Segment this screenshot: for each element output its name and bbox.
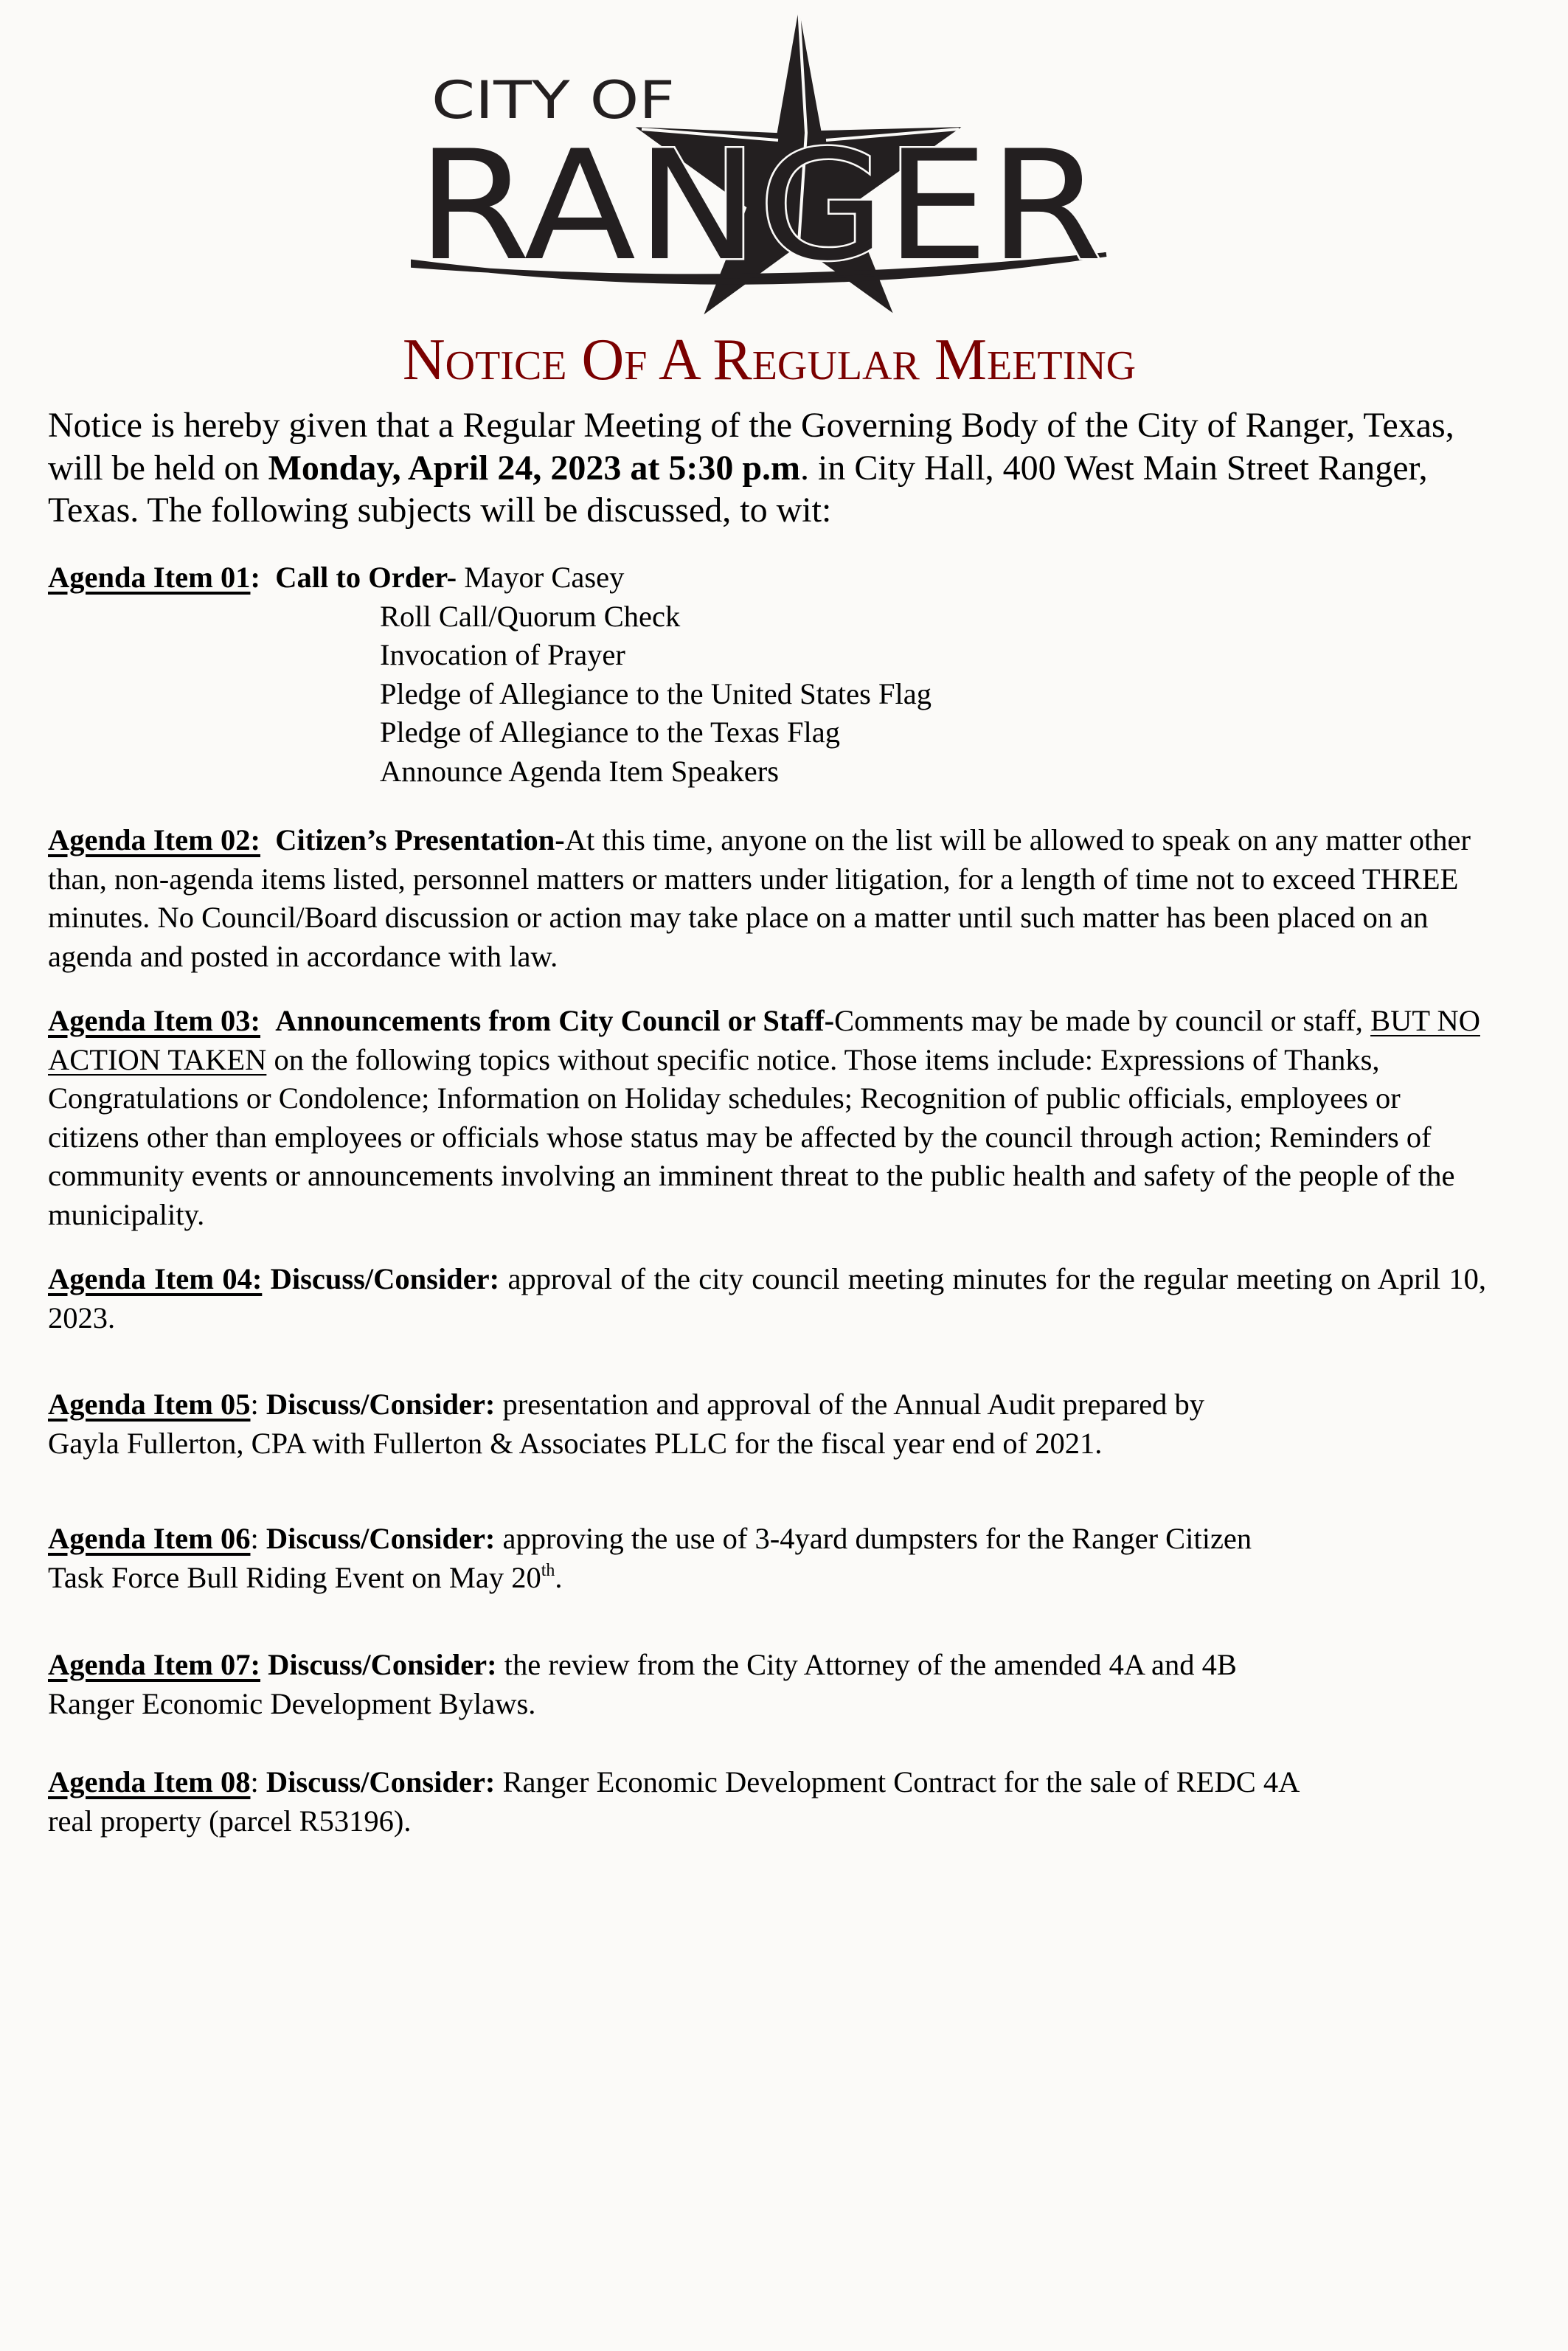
agenda-item-01-heading xyxy=(48,558,1486,598)
agenda-item-sep: : xyxy=(250,1765,266,1798)
agenda-item-07 xyxy=(48,1646,1486,1723)
logo-city-of: CITY OF xyxy=(431,70,675,131)
agenda-item-text-line2: Ranger Economic Development Bylaws. xyxy=(48,1686,536,1720)
agenda-item-text: Mayor Casey xyxy=(457,561,625,594)
intro-text: Notice is hereby given that a Regular Meeting of the Governing Body of the City of Ranger, Texas, will be held on xyxy=(48,406,1454,488)
agenda-item-06 xyxy=(48,1520,1486,1597)
agenda-item-heading: Citizen’s Presentation- xyxy=(275,823,565,856)
agenda-subitem: Pledge of Allegiance to the United States Flag xyxy=(380,676,932,710)
agenda-item-label: Agenda Item 03: xyxy=(48,1004,260,1037)
agenda-item-label: Agenda Item 04: xyxy=(48,1262,263,1295)
agenda-item-text: Ranger Economic Development Contract for the sale of REDC 4A xyxy=(495,1765,1300,1798)
agenda-item-label: Agenda Item 01 xyxy=(48,561,251,594)
agenda-item-sep: : xyxy=(250,561,260,594)
agenda-item-heading: Discuss/Consider: xyxy=(266,1388,496,1421)
intro-text-end: . in City Hall, 400 West Main Street Ranger, Texas. The following subjects will be discussed, to wit: xyxy=(48,448,1428,530)
agenda-item-label: Agenda Item 06 xyxy=(48,1522,251,1555)
agenda-item-text-tail: . xyxy=(555,1560,563,1594)
agenda-subitem: Roll Call/Quorum Check xyxy=(380,599,681,633)
agenda-item-05 xyxy=(48,1385,1486,1463)
ordinal-suffix: th xyxy=(541,1560,555,1580)
meeting-datetime: Monday, April 24, 2023 at 5:30 p.m xyxy=(268,448,801,488)
agenda-subitem: Announce Agenda Item Speakers xyxy=(380,754,779,788)
agenda-item-heading: Discuss/Consider: xyxy=(260,1648,497,1681)
agenda-item-text-cont: on the following topics without specific notice. Those items include: Expressions of Thanks, Congratulations or Condolence; Information on Holiday schedules; Recognition of public officials, employees or citizens other than employees or officials whose status may be affected by the council through action; Reminders of community events or announcements involving an imminent threat to the public health and safety of the people of the municipality. xyxy=(48,1042,1455,1231)
agenda-item-heading: Discuss/Consider: xyxy=(270,1262,500,1295)
agenda-item-label: Agenda Item 02: xyxy=(48,823,260,856)
agenda-item-label: Agenda Item 08 xyxy=(48,1765,251,1798)
agenda-item-text: presentation and approval of the Annual Audit prepared by xyxy=(495,1388,1205,1421)
logo-ranger: RANGER xyxy=(417,119,1103,294)
agenda-item-text: Comments may be made by council or staff, xyxy=(834,1004,1371,1037)
agenda-subitem: Pledge of Allegiance to the Texas Flag xyxy=(380,716,841,749)
agenda-item-text: approving the use of 3-4yard dumpsters for the Ranger Citizen xyxy=(495,1522,1252,1555)
agenda-item-sep: : xyxy=(250,1522,266,1555)
agenda-item-08 xyxy=(48,1763,1486,1841)
agenda-item-heading: Discuss/Consider: xyxy=(266,1765,496,1798)
agenda-item-text: approval of the city council meeting minutes for the regular meeting on April 10, 2023. xyxy=(48,1262,1486,1334)
agenda-item-01 xyxy=(48,558,1486,791)
agenda-item-text-line2: Gayla Fullerton, CPA with Fullerton & Associates PLLC for the fiscal year end of 2021. xyxy=(48,1426,1103,1460)
intro-paragraph xyxy=(48,404,1486,532)
agenda-item-04 xyxy=(48,1260,1486,1337)
no-action-notice: BUT NO ACTION TAKEN xyxy=(48,1004,1480,1076)
agenda-item-heading: Announcements from City Council or Staff- xyxy=(275,1004,835,1037)
agenda-subitem: Invocation of Prayer xyxy=(380,638,625,671)
agenda-item-text-line2: Task Force Bull Riding Event on May 20 xyxy=(48,1560,541,1594)
agenda-item-label: Agenda Item 05 xyxy=(48,1388,251,1421)
agenda-item-02 xyxy=(48,821,1486,976)
city-of-ranger-logo xyxy=(409,0,1117,325)
agenda-item-heading: Call to Order- xyxy=(275,561,457,594)
agenda-item-label: Agenda Item 07: xyxy=(48,1648,260,1681)
page-title xyxy=(0,325,1568,395)
agenda-item-sep: : xyxy=(250,1388,266,1421)
page-title-text: Notice Of A Regular Meeting xyxy=(402,328,1137,392)
agenda-item-03 xyxy=(48,1002,1486,1234)
agenda-item-text: At this time, anyone on the list will be allowed to speak on any matter other than, non-agenda items listed, personnel matters or matters under litigation, for a length of time not to exceed THREE minutes. No Council/Board discussion or action may take place on a matter until such matter has been placed on an agenda and posted in accordance with law. xyxy=(48,823,1471,973)
agenda-item-text-line2: real property (parcel R53196). xyxy=(48,1804,412,1838)
agenda-item-text: the review from the City Attorney of the amended 4A and 4B xyxy=(496,1648,1237,1681)
agenda-item-heading: Discuss/Consider: xyxy=(266,1522,496,1555)
